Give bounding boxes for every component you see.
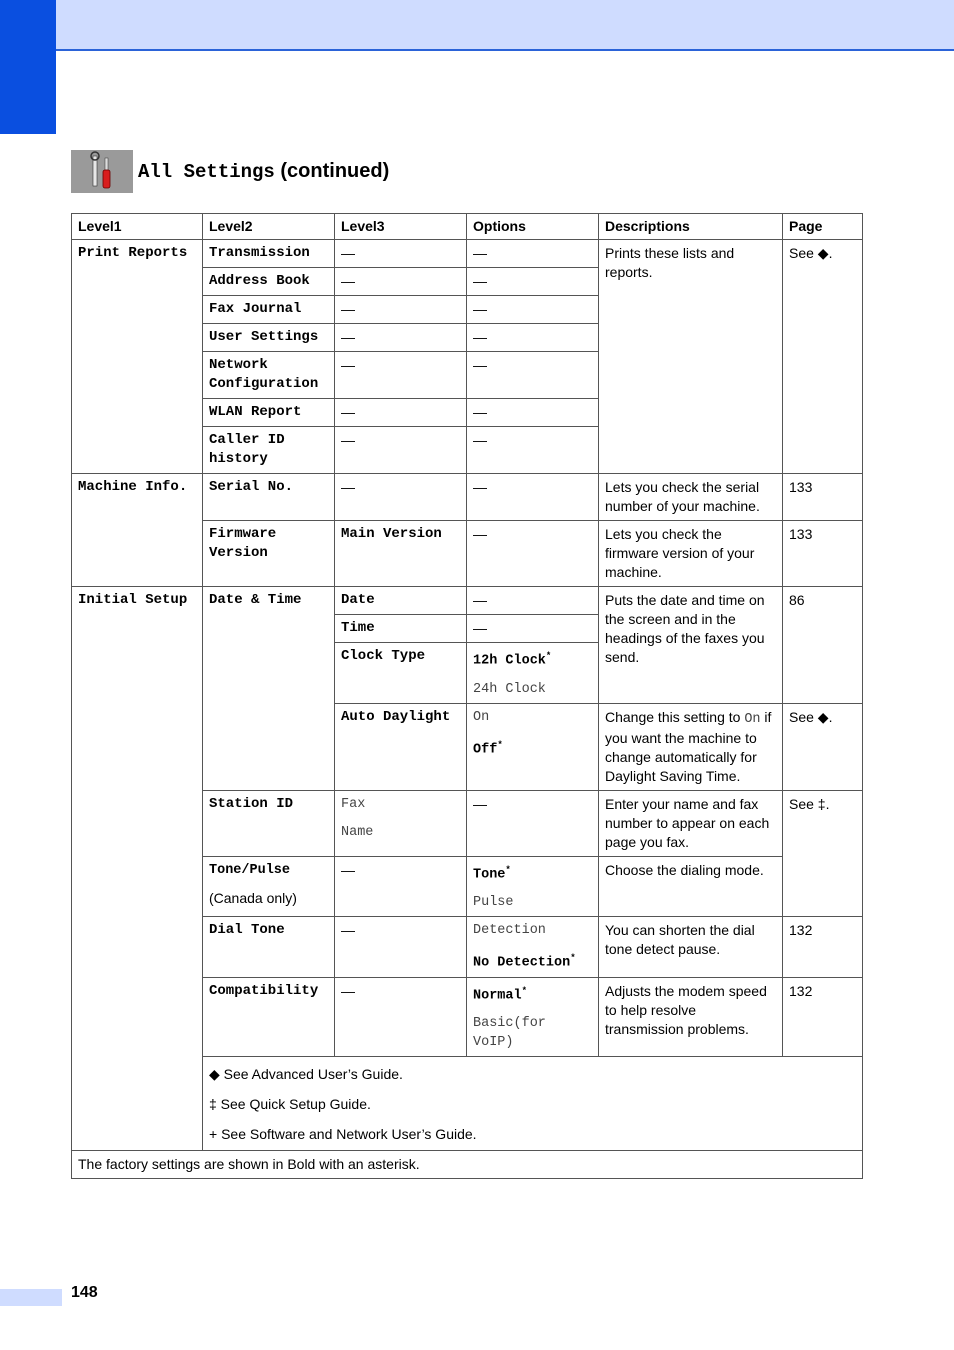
- options-dash: —: [467, 399, 599, 427]
- network-line-1: Network: [209, 357, 268, 373]
- daylight-desc-on: On: [744, 711, 761, 727]
- header-row: [72, 214, 863, 240]
- option-normal: [473, 982, 592, 1006]
- options-dash: —: [467, 240, 599, 268]
- settings-table: [71, 213, 863, 1179]
- caller-line-1: Caller ID: [209, 432, 285, 448]
- level3-dash: —: [335, 296, 467, 324]
- options-dash: —: [467, 521, 599, 587]
- options-dash: —: [467, 427, 599, 474]
- level2-firmware-version: Firmware Version: [203, 521, 335, 587]
- page-auto-daylight: See ◆.: [783, 703, 863, 790]
- level3-dash: —: [335, 352, 467, 399]
- options-dial-tone: [467, 917, 599, 978]
- option-tone: [473, 861, 592, 885]
- level3-fax: Fax: [341, 796, 366, 812]
- title-mono: All Settings: [138, 161, 275, 183]
- factory-note: The factory settings are shown in Bold with an asterisk.: [72, 1151, 863, 1179]
- level2-transmission: Transmission: [203, 240, 335, 268]
- level2-compatibility: Compatibility: [203, 977, 335, 1057]
- footnote-advanced: ◆ See Advanced User’s Guide.: [209, 1066, 403, 1082]
- desc-station-id: Enter your name and fax number to appear on each page you fax.: [599, 790, 783, 856]
- page-compatibility: 132: [783, 977, 863, 1057]
- daylight-desc-part2: if you want the machine to change automatically for Daylight Saving Time.: [605, 708, 772, 784]
- level2-wlan-report: WLAN Report: [203, 399, 335, 427]
- level2-tone-pulse: [203, 856, 335, 917]
- page-print-reports: See ◆.: [783, 240, 863, 474]
- level1-machine-info: Machine Info.: [72, 474, 203, 587]
- level2-station-id: Station ID: [203, 790, 335, 856]
- desc-firmware: Lets you check the firmware version of your machine.: [599, 521, 783, 587]
- level3-dash: —: [335, 856, 467, 917]
- top-band: [0, 0, 954, 51]
- option-12h-label: 12h Clock: [473, 653, 546, 669]
- caller-line-2: history: [209, 451, 268, 467]
- factory-note-row: [72, 1151, 863, 1179]
- desc-print-reports: Prints these lists and reports.: [599, 240, 783, 474]
- level3-auto-daylight: Auto Daylight: [335, 703, 467, 790]
- level2-user-settings: User Settings: [203, 324, 335, 352]
- level2-fax-journal: Fax Journal: [203, 296, 335, 324]
- tools-icon: [71, 150, 133, 193]
- default-asterisk: *: [545, 651, 552, 661]
- table-row: [72, 240, 863, 268]
- options-dash: —: [467, 268, 599, 296]
- option-off-label: Off: [473, 742, 498, 757]
- level3-dash: —: [335, 977, 467, 1057]
- option-detection: Detection: [473, 923, 546, 938]
- default-asterisk: *: [521, 985, 528, 996]
- option-24h-clock: 24h Clock: [473, 681, 546, 697]
- page-station-id: See ‡.: [783, 790, 863, 917]
- canada-only: (Canada only): [209, 889, 297, 906]
- level3-time: Time: [335, 615, 467, 643]
- level3-dash: —: [335, 240, 467, 268]
- level3-dash: —: [335, 324, 467, 352]
- level3-main-version: Main Version: [335, 521, 467, 587]
- header-descriptions: Descriptions: [599, 214, 783, 240]
- level2-dial-tone: Dial Tone: [203, 917, 335, 978]
- level3-clock-type: Clock Type: [335, 643, 467, 704]
- level2-date-time: Date & Time: [203, 587, 335, 791]
- daylight-desc-part1: Change this setting to: [605, 708, 745, 725]
- option-pulse: Pulse: [473, 895, 514, 910]
- options-dash: —: [467, 474, 599, 521]
- options-auto-daylight: [467, 703, 599, 790]
- options-dash: —: [467, 324, 599, 352]
- level3-dash: —: [335, 474, 467, 521]
- level2-address-book: Address Book: [203, 268, 335, 296]
- header-level3: Level3: [335, 214, 467, 240]
- option-off: [473, 736, 592, 760]
- option-no-detection-label: No Detection: [473, 955, 571, 971]
- option-normal-label: Normal: [473, 988, 522, 1003]
- level3-station-id: [335, 790, 467, 856]
- table-row: [72, 587, 863, 615]
- footnotes-cell: [203, 1057, 863, 1151]
- desc-dial-tone: You can shorten the dial tone detect pause.: [599, 917, 783, 978]
- level1-print-reports: Print Reports: [72, 240, 203, 474]
- desc-date-time: Puts the date and time on the screen and in the headings of the faxes you send.: [599, 587, 783, 704]
- chapter-tab: [0, 0, 56, 134]
- header-level1: Level1: [72, 214, 203, 240]
- level3-dash: —: [335, 268, 467, 296]
- option-tone-label: Tone: [473, 867, 506, 882]
- page-title: [138, 160, 389, 183]
- page-firmware: 133: [783, 521, 863, 587]
- option-12h-clock: [473, 647, 592, 671]
- level2-network-configuration: [203, 352, 335, 399]
- options-compatibility: [467, 977, 599, 1057]
- page-date-time: 86: [783, 587, 863, 704]
- level2-serial-no: Serial No.: [203, 474, 335, 521]
- tone-pulse-label: Tone/Pulse: [209, 862, 291, 878]
- default-asterisk: *: [497, 739, 503, 750]
- options-dash: —: [467, 615, 599, 643]
- level3-date: Date: [335, 587, 467, 615]
- page-serial: 133: [783, 474, 863, 521]
- options-clock-type: [467, 643, 599, 704]
- title-rest: (continued): [274, 160, 390, 182]
- level3-dash: —: [335, 917, 467, 978]
- options-dash: —: [467, 790, 599, 856]
- network-line-2: Configuration: [209, 376, 319, 392]
- options-dash: —: [467, 296, 599, 324]
- option-basic-voip: Basic(for VoIP): [473, 1016, 546, 1050]
- desc-serial: Lets you check the serial number of your machine.: [599, 474, 783, 521]
- header-page: Page: [783, 214, 863, 240]
- default-asterisk: *: [505, 864, 511, 875]
- desc-auto-daylight: [599, 703, 783, 790]
- options-dash: —: [467, 352, 599, 399]
- options-dash: —: [467, 587, 599, 615]
- desc-compatibility: Adjusts the modem speed to help resolve transmission problems.: [599, 977, 783, 1057]
- level3-dash: —: [335, 427, 467, 474]
- page-dial-tone: 132: [783, 917, 863, 978]
- footnote-quick-setup: ‡ See Quick Setup Guide.: [209, 1096, 371, 1112]
- options-tone-pulse: [467, 856, 599, 917]
- level2-caller-id-history: [203, 427, 335, 474]
- desc-tone-pulse: Choose the dialing mode.: [599, 856, 783, 917]
- option-no-detection: [473, 949, 592, 973]
- option-on: On: [473, 709, 490, 725]
- page-number-bar: [0, 1289, 62, 1306]
- header-options: Options: [467, 214, 599, 240]
- default-asterisk: *: [570, 953, 576, 963]
- level3-dash: —: [335, 399, 467, 427]
- footnote-software-network: + See Software and Network User’s Guide.: [209, 1126, 477, 1142]
- page-number: 148: [71, 1284, 98, 1301]
- level1-initial-setup: Initial Setup: [72, 587, 203, 1151]
- table-row: [72, 474, 863, 521]
- level3-name: Name: [341, 824, 374, 840]
- header-level2: Level2: [203, 214, 335, 240]
